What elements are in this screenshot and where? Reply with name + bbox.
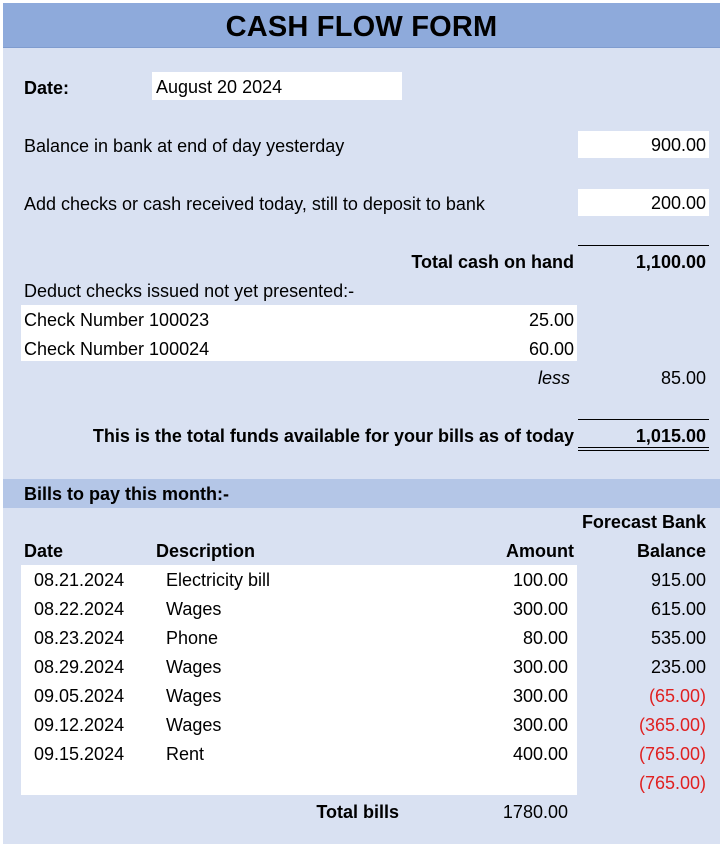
bill-description[interactable]: Phone: [166, 628, 219, 648]
check-2-amount[interactable]: 60.00: [528, 339, 574, 359]
total-bills-value: 1780.00: [502, 802, 568, 822]
less-label: less: [537, 368, 570, 388]
total-funds-label: This is the total funds available for your bills as of today: [92, 426, 574, 446]
total-cash-top-rule: [578, 245, 709, 246]
bill-description[interactable]: Wages: [166, 715, 222, 735]
bill-amount[interactable]: 100.00: [512, 570, 568, 590]
date-column-header: Date: [24, 541, 64, 561]
bill-amount[interactable]: 300.00: [512, 686, 568, 706]
balance-yesterday-value: 900.00: [650, 135, 706, 155]
bill-balance-negative: (65.00): [648, 686, 706, 706]
bill-amount[interactable]: 300.00: [512, 657, 568, 677]
amount-column-header: Amount: [506, 541, 574, 561]
bill-date[interactable]: 08.23.2024: [34, 628, 125, 648]
total-cash-label: Total cash on hand: [411, 252, 574, 272]
bill-balance-negative: (365.00): [638, 715, 706, 735]
total-funds-double-rule-2: [578, 450, 709, 451]
forecast-header-line2: Balance: [636, 541, 706, 561]
bills-section-band: [3, 479, 720, 508]
bill-balance: 615.00: [650, 599, 706, 619]
bill-description[interactable]: Wages: [166, 599, 222, 619]
balance-yesterday-field[interactable]: [578, 131, 709, 158]
bill-amount[interactable]: 80.00: [522, 628, 568, 648]
bill-date[interactable]: 08.21.2024: [34, 570, 125, 590]
bill-date[interactable]: 09.05.2024: [34, 686, 125, 706]
less-value: 85.00: [660, 368, 706, 388]
bill-description[interactable]: Electricity bill: [166, 570, 271, 590]
bill-balance: 915.00: [650, 570, 706, 590]
bill-description[interactable]: Wages: [166, 657, 222, 677]
bill-balance-negative: (765.00): [638, 744, 706, 764]
title-band: [3, 3, 720, 48]
deduct-label: Deduct checks issued not yet presented:-: [24, 281, 355, 301]
checks-received-value: 200.00: [650, 193, 706, 213]
description-column-header: Description: [156, 541, 256, 561]
final-forecast-balance: (765.00): [638, 773, 706, 793]
bill-description[interactable]: Wages: [166, 686, 222, 706]
bill-description[interactable]: Rent: [166, 744, 205, 764]
total-cash-value: 1,100.00: [635, 252, 706, 272]
date-label: Date:: [24, 78, 70, 98]
bill-amount[interactable]: 400.00: [512, 744, 568, 764]
check-1-label[interactable]: Check Number 100023: [24, 310, 210, 330]
checks-received-field[interactable]: [578, 189, 709, 216]
check-1-amount[interactable]: 25.00: [528, 310, 574, 330]
balance-yesterday-label: Balance in bank at end of day yesterday: [24, 136, 345, 156]
bill-date[interactable]: 08.22.2024: [34, 599, 125, 619]
total-bills-label: Total bills: [316, 802, 399, 822]
bill-date[interactable]: 09.15.2024: [34, 744, 125, 764]
bill-date[interactable]: 08.29.2024: [34, 657, 125, 677]
checks-received-label: Add checks or cash received today, still to deposit to bank: [24, 194, 485, 214]
bill-balance: 235.00: [650, 657, 706, 677]
bill-amount[interactable]: 300.00: [512, 715, 568, 735]
date-field[interactable]: [152, 72, 402, 100]
check-2-label[interactable]: Check Number 100024: [24, 339, 210, 359]
bill-amount[interactable]: 300.00: [512, 599, 568, 619]
form-title: CASH FLOW FORM: [225, 11, 498, 43]
bill-balance: 535.00: [650, 628, 706, 648]
forecast-header-line1: Forecast Bank: [581, 512, 706, 532]
date-value: August 20 2024: [156, 77, 283, 97]
total-funds-value: 1,015.00: [635, 426, 706, 446]
total-funds-top-rule: [578, 419, 709, 420]
bill-date[interactable]: 09.12.2024: [34, 715, 125, 735]
bills-header: Bills to pay this month:-: [24, 484, 229, 504]
total-funds-double-rule-1: [578, 447, 709, 448]
